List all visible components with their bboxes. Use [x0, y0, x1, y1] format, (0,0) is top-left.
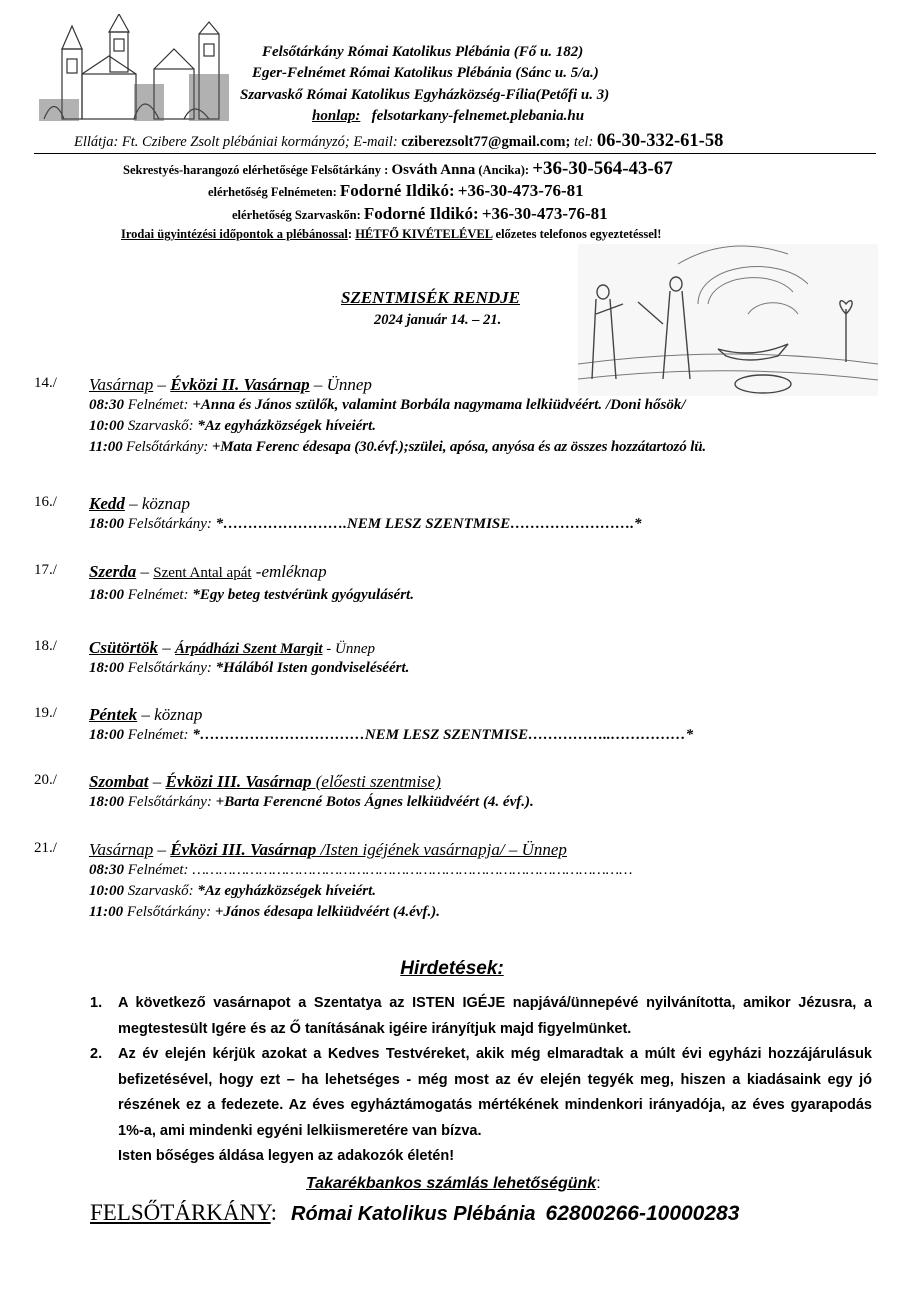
- entry-occasion: Évközi III. Vasárnap: [170, 840, 317, 859]
- mass-time: 18:00: [89, 794, 124, 810]
- entry-heading: [89, 638, 409, 658]
- contact-nick: (Ancika):: [478, 163, 530, 177]
- office-hours-note: előzetes telefonos egyeztetéssel!: [492, 227, 662, 241]
- entry-heading: [89, 375, 706, 395]
- mass-time: 10:00: [89, 883, 124, 899]
- entry-suffix: /Isten igéjének vasárnapja/ – Ünnep: [316, 840, 567, 859]
- entry-day: Vasárnap: [89, 840, 154, 859]
- bank-heading: Takarékbankos számlás lehetőségünk: [306, 1175, 597, 1192]
- mass-place: Szarvaskő:: [124, 883, 198, 899]
- mass-time: 18:00: [89, 727, 124, 743]
- entry-date: 19./: [34, 705, 57, 721]
- mass-time: 18:00: [89, 587, 124, 603]
- mass-line: [89, 860, 632, 881]
- tel-number: 06-30-332-61-58: [596, 131, 724, 151]
- homepage-link[interactable]: felsotarkany-felnemet.plebania.hu: [371, 108, 585, 124]
- mass-line: [89, 416, 706, 437]
- mass-intention: *Az egyházközségek híveiért.: [197, 418, 377, 434]
- contact-row-2: [208, 181, 584, 201]
- mass-time: 10:00: [89, 418, 124, 434]
- entry-suffix: – Ünnep: [309, 375, 372, 394]
- announcement-number: 1.: [90, 995, 103, 1011]
- entry-dash: –: [153, 840, 171, 859]
- announcement-item: [90, 991, 872, 1042]
- contact-phone: +36-30-473-76-81: [457, 181, 584, 200]
- mass-intention: +Barta Ferencné Botos Ágnes lelkiüdvéért (4. évf.).: [215, 794, 534, 810]
- gospel-illustration-image: [578, 244, 878, 396]
- contact-name: Fodorné Ildikó:: [363, 204, 479, 223]
- office-hours-row: [121, 227, 661, 242]
- bank-place-colon: :: [270, 1200, 278, 1225]
- entry-suffix: -emléknap: [251, 562, 327, 581]
- contact-name: Osváth Anna: [391, 162, 476, 178]
- contact-prefix: Sekrestyés-harangozó elérhetősége Felsőtárkány :: [123, 163, 389, 177]
- entry-suffix: - Ünnep: [322, 641, 376, 657]
- mass-time: 11:00: [89, 904, 124, 920]
- mass-intention: +Anna és János szülők, valamint Borbála nagymama lelkiüdvéért. /Doni hősök/: [192, 397, 686, 413]
- bank-holder: Római Katolikus Plébánia: [291, 1203, 536, 1225]
- bank-account-number: 62800266-10000283: [545, 1202, 740, 1225]
- schedule-title: SZENTMISÉK RENDJE: [341, 288, 521, 307]
- mass-line: [89, 725, 693, 746]
- entry-occasion: Évközi III. Vasárnap: [165, 772, 312, 791]
- entry-date: 17./: [34, 562, 57, 578]
- mass-intention: *…………………….NEM LESZ SZENTMISE…………………….*: [215, 516, 642, 532]
- mass-line: [89, 658, 409, 679]
- mass-place: Felsőtárkány:: [123, 904, 215, 920]
- entry-date: 20./: [34, 772, 57, 788]
- mass-place: Felnémet:: [124, 587, 193, 603]
- mass-time: 18:00: [89, 660, 124, 676]
- mass-place: Szarvaskő:: [124, 418, 198, 434]
- parish-line-3: Szarvaskő Római Katolikus Egyházközség-Fília(Petőfi u. 3): [240, 87, 610, 103]
- announcement-text: A következő vasárnapot a Szentatya az ISTEN IGÉJE napjává/ünnepévé nyilvánította, amikor Jézusra, a megtestesült Igére és az Ő tanításának igéire irányítjuk majd figyelmünket.: [118, 995, 872, 1037]
- mass-intention: +Mata Ferenc édesapa (30.évf.);szülei, apósa, anyósa és az összes hozzátartozó lü.: [211, 439, 706, 455]
- priest-row: [74, 131, 723, 152]
- office-hours-exception: HÉTFŐ KIVÉTELÉVEL: [355, 227, 493, 241]
- announcement-list: [90, 991, 872, 1170]
- homepage-label: honlap:: [312, 108, 361, 124]
- mass-time: 08:30: [89, 397, 124, 413]
- announcement-text: Az év elején kérjük azokat a Kedves Testvéreket, akik még elmaradtak a múlt évi egyházi hozzájárulásuk befizetésével, hogy ezt – ha lehetséges - még most az év elején tegyék meg, hiszen a kiadásaink egy jó részének ez a fedezete. Az éves egyháztámogatás mértékének mindenkori irányadója, az éves gyarapodás 1%-a, ami mindenki egyéni lelkiismeretére van bízva.: [118, 1046, 872, 1139]
- entry-date: 14./: [34, 375, 57, 391]
- contact-row-1: [123, 158, 673, 180]
- entry-date: 16./: [34, 494, 57, 510]
- entry-heading: [89, 494, 642, 514]
- mass-time: 18:00: [89, 516, 124, 532]
- entry-occasion: köznap: [154, 705, 203, 724]
- mass-line: [89, 437, 706, 458]
- mass-line: [89, 585, 414, 606]
- mass-intention: *Az egyházközségek híveiért.: [197, 883, 377, 899]
- entry-day: Szombat: [89, 772, 149, 791]
- mass-place: Felsőtárkány:: [122, 439, 212, 455]
- entry-day: Kedd: [89, 494, 125, 513]
- mass-place: Felnémet:: [124, 397, 193, 413]
- announcement-number: 2.: [90, 1046, 103, 1062]
- entry-date: 21./: [34, 840, 57, 856]
- contact-row-3: [232, 204, 608, 224]
- bank-heading-colon: :: [596, 1175, 601, 1192]
- office-hours-label: Irodai ügyintézési időpontok a plébánossal: [121, 227, 348, 241]
- homepage-row: [312, 108, 584, 125]
- entry-dash: –: [157, 638, 175, 657]
- announcement-blessing-row: [90, 1144, 872, 1170]
- mass-line: [89, 792, 534, 813]
- mass-intention: *……………………………NEM LESZ SZENTMISE……………..……………*: [192, 727, 694, 743]
- mass-intention: *Egy beteg testvérünk gyógyulásért.: [192, 587, 414, 603]
- header-rule: [34, 153, 876, 154]
- entry-day: Csütörtök: [89, 638, 158, 657]
- parish-line-1: Felsőtárkány Római Katolikus Plébánia (Fő u. 182): [262, 44, 584, 60]
- mass-time: 11:00: [89, 439, 123, 455]
- bank-account-row: [90, 1200, 739, 1226]
- priest-text: Ellátja: Ft. Czibere Zsolt plébániai kormányzó; E-mail:: [74, 134, 398, 150]
- mass-intention: *Hálából Isten gondviseléséért.: [215, 660, 410, 676]
- entry-dash: –: [124, 494, 142, 513]
- entry-dash: –: [137, 705, 155, 724]
- entry-heading: [89, 562, 414, 582]
- parish-line-2: Eger-Felnémet Római Katolikus Plébánia (Sánc u. 5/a.): [252, 65, 599, 81]
- entry-date: 18./: [34, 638, 57, 654]
- mass-time: 08:30: [89, 862, 124, 878]
- mass-line: [89, 902, 632, 923]
- entry-occasion: Évközi II. Vasárnap: [170, 375, 310, 394]
- mass-line: [89, 881, 632, 902]
- contact-phone: +36-30-564-43-67: [532, 158, 673, 179]
- office-hours-colon: :: [347, 227, 353, 241]
- mass-line: [89, 395, 706, 416]
- entry-dash: –: [153, 375, 171, 394]
- mass-place: Felsőtárkány:: [124, 660, 216, 676]
- announcements-heading: Hirdetések:: [400, 958, 504, 979]
- announcement-item: [90, 1042, 872, 1144]
- mass-intention: +János édesapa lelkiüdvéért (4.évf.).: [214, 904, 440, 920]
- entry-day: Szerda: [89, 562, 137, 581]
- entry-heading: [89, 772, 534, 792]
- entry-dash: –: [148, 772, 166, 791]
- announcement-blessing: Isten bőséges áldása legyen az adakozók életén!: [118, 1148, 455, 1164]
- entry-heading: [89, 840, 632, 860]
- entry-suffix: (előesti szentmise): [311, 772, 441, 791]
- contact-prefix: elérhetőség Felnémeten:: [208, 185, 337, 199]
- entry-occasion: Árpádházi Szent Margit: [174, 641, 323, 657]
- bank-heading-row: [306, 1175, 601, 1193]
- mass-line: [89, 514, 642, 535]
- entry-occasion: Szent Antal apát: [153, 565, 252, 581]
- church-logo-image: [34, 14, 234, 124]
- entry-occasion: köznap: [141, 494, 191, 513]
- contact-phone: +36-30-473-76-81: [481, 204, 608, 223]
- entry-day: Vasárnap: [89, 375, 154, 394]
- email-link[interactable]: cziberezsolt77@gmail.com;: [401, 134, 571, 150]
- mass-place: Felsőtárkány:: [124, 794, 216, 810]
- mass-intention: ………………………………………………………………………………………: [192, 862, 633, 878]
- mass-place: Felnémet:: [124, 862, 193, 878]
- mass-place: Felnémet:: [124, 727, 193, 743]
- entry-day: Péntek: [89, 705, 138, 724]
- contact-prefix: elérhetőség Szarvaskőn:: [232, 208, 361, 222]
- mass-place: Felsőtárkány:: [124, 516, 216, 532]
- bank-place: FELSŐTÁRKÁNY: [90, 1200, 271, 1225]
- entry-heading: [89, 705, 693, 725]
- contact-name: Fodorné Ildikó:: [339, 181, 455, 200]
- entry-dash: –: [136, 562, 154, 581]
- tel-label: tel:: [573, 134, 594, 150]
- schedule-date-range: 2024 január 14. – 21.: [374, 312, 502, 328]
